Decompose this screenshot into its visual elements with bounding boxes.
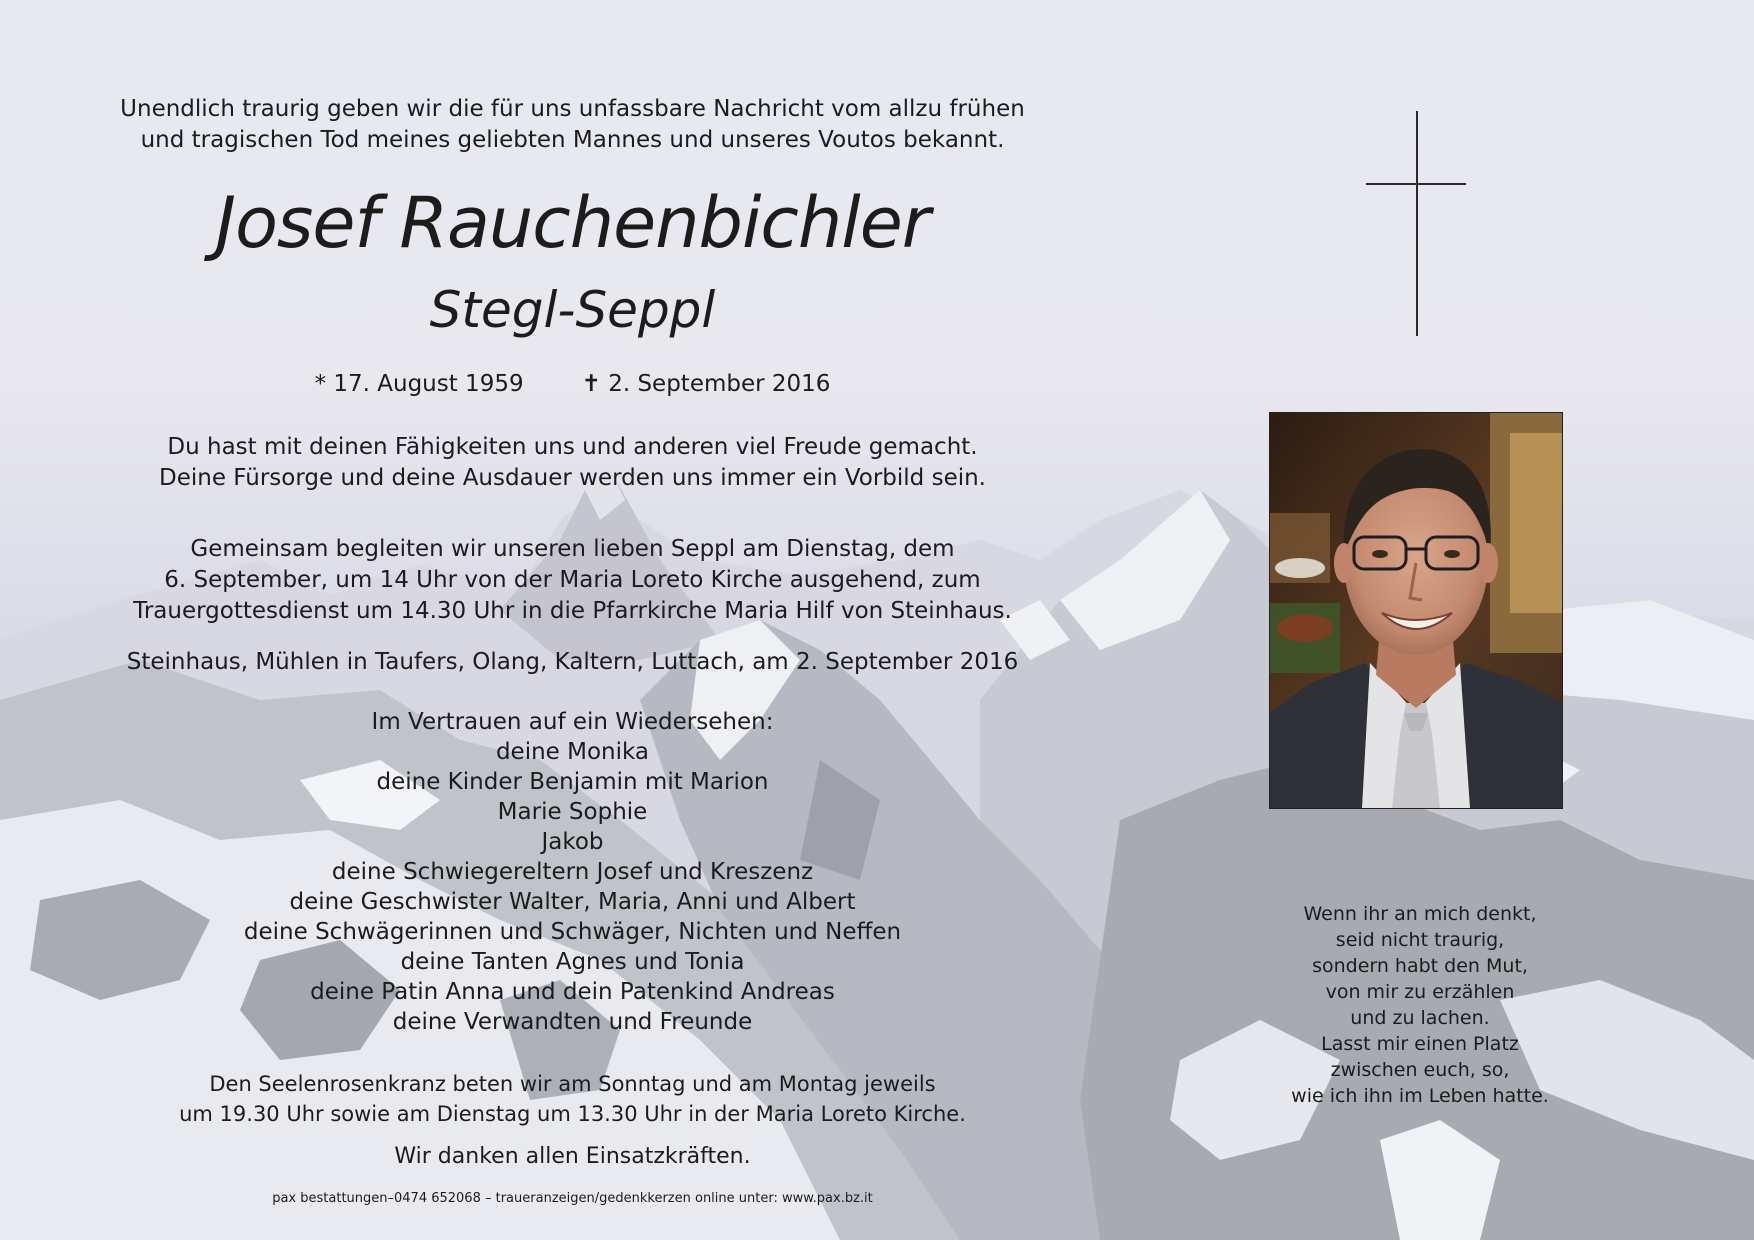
poem-line: Wenn ihr an mich denkt, [1303, 903, 1537, 925]
mourners-heading: Im Vertrauen auf ein Wiedersehen: [371, 709, 774, 735]
poem-text [1260, 901, 1580, 1109]
footer-text: pax bestattungen–0474 652068 – traueranzeigen/gedenkkerzen online unter: www.pax.bz.it [272, 1191, 873, 1206]
funeral-line: 6. September, um 14 Uhr von der Maria Loreto Kirche ausgehend, zum [164, 567, 981, 593]
thanks-text: Wir danken allen Einsatzkräften. [394, 1144, 751, 1169]
funeral-line: Trauergottesdienst um 14.30 Uhr in die Pfarrkirche Maria Hilf von Steinhaus. [133, 598, 1012, 624]
mourner-item: deine Tanten Agnes und Tonia [400, 949, 745, 975]
deceased-nickname: Stegl-Seppl [429, 281, 716, 339]
funeral-text [100, 534, 1045, 627]
tribute-line: Deine Fürsorge und deine Ausdauer werden uns immer ein Vorbild sein. [158, 465, 986, 491]
life-dates [100, 369, 1045, 399]
poem-line: und zu lachen. [1350, 1007, 1490, 1029]
intro-line: Unendlich traurig geben wir die für uns unfassbare Nachricht vom allzu frühen [120, 96, 1025, 122]
mourner-item: deine Verwandten und Freunde [392, 1009, 753, 1035]
poem-line: seid nicht traurig, [1335, 929, 1505, 951]
poem-line: zwischen euch, so, [1330, 1059, 1510, 1081]
mourner-item: Jakob [541, 829, 604, 855]
mourner-item: deine Patin Anna und dein Patenkind Andreas [310, 979, 835, 1005]
death-date: ✝ 2. September 2016 [581, 371, 831, 397]
deceased-name: Josef Rauchenbichler [215, 182, 930, 264]
tribute-line: Du hast mit deinen Fähigkeiten uns und anderen viel Freude gemacht. [167, 434, 978, 460]
portrait-photo [1269, 412, 1563, 809]
mourner-item: Marie Sophie [497, 799, 648, 825]
poem-line: von mir zu erzählen [1325, 981, 1515, 1003]
poem-line: sondern habt den Mut, [1312, 955, 1528, 977]
mourner-item: deine Schwägerinnen und Schwäger, Nichten und Neffen [243, 919, 902, 945]
mourner-item: deine Schwiegereltern Josef und Kreszenz [331, 859, 814, 885]
funeral-line: Gemeinsam begleiten wir unseren lieben Seppl am Dienstag, dem [190, 536, 955, 562]
intro-text [100, 94, 1045, 156]
rosary-line: Den Seelenrosenkranz beten wir am Sonntag und am Montag jeweils [209, 1072, 936, 1096]
tribute-text [100, 432, 1045, 494]
birth-date: * 17. August 1959 [314, 371, 524, 397]
poem-line: Lasst mir einen Platz [1321, 1033, 1519, 1055]
poem-line: wie ich ihn im Leben hatte. [1291, 1085, 1549, 1107]
cross-icon [1366, 111, 1466, 336]
place-date: Steinhaus, Mühlen in Taufers, Olang, Kaltern, Luttach, am 2. September 2016 [126, 649, 1019, 675]
intro-line: und tragischen Tod meines geliebten Mannes und unseres Voutos bekannt. [140, 127, 1005, 153]
mourner-item: deine Geschwister Walter, Maria, Anni und Albert [289, 889, 856, 915]
mourner-item: deine Kinder Benjamin mit Marion [376, 769, 769, 795]
mourners-list [100, 707, 1045, 1037]
mourner-item: deine Monika [495, 739, 650, 765]
rosary-line: um 19.30 Uhr sowie am Dienstag um 13.30 Uhr in der Maria Loreto Kirche. [179, 1102, 966, 1126]
rosary-text [100, 1069, 1045, 1129]
